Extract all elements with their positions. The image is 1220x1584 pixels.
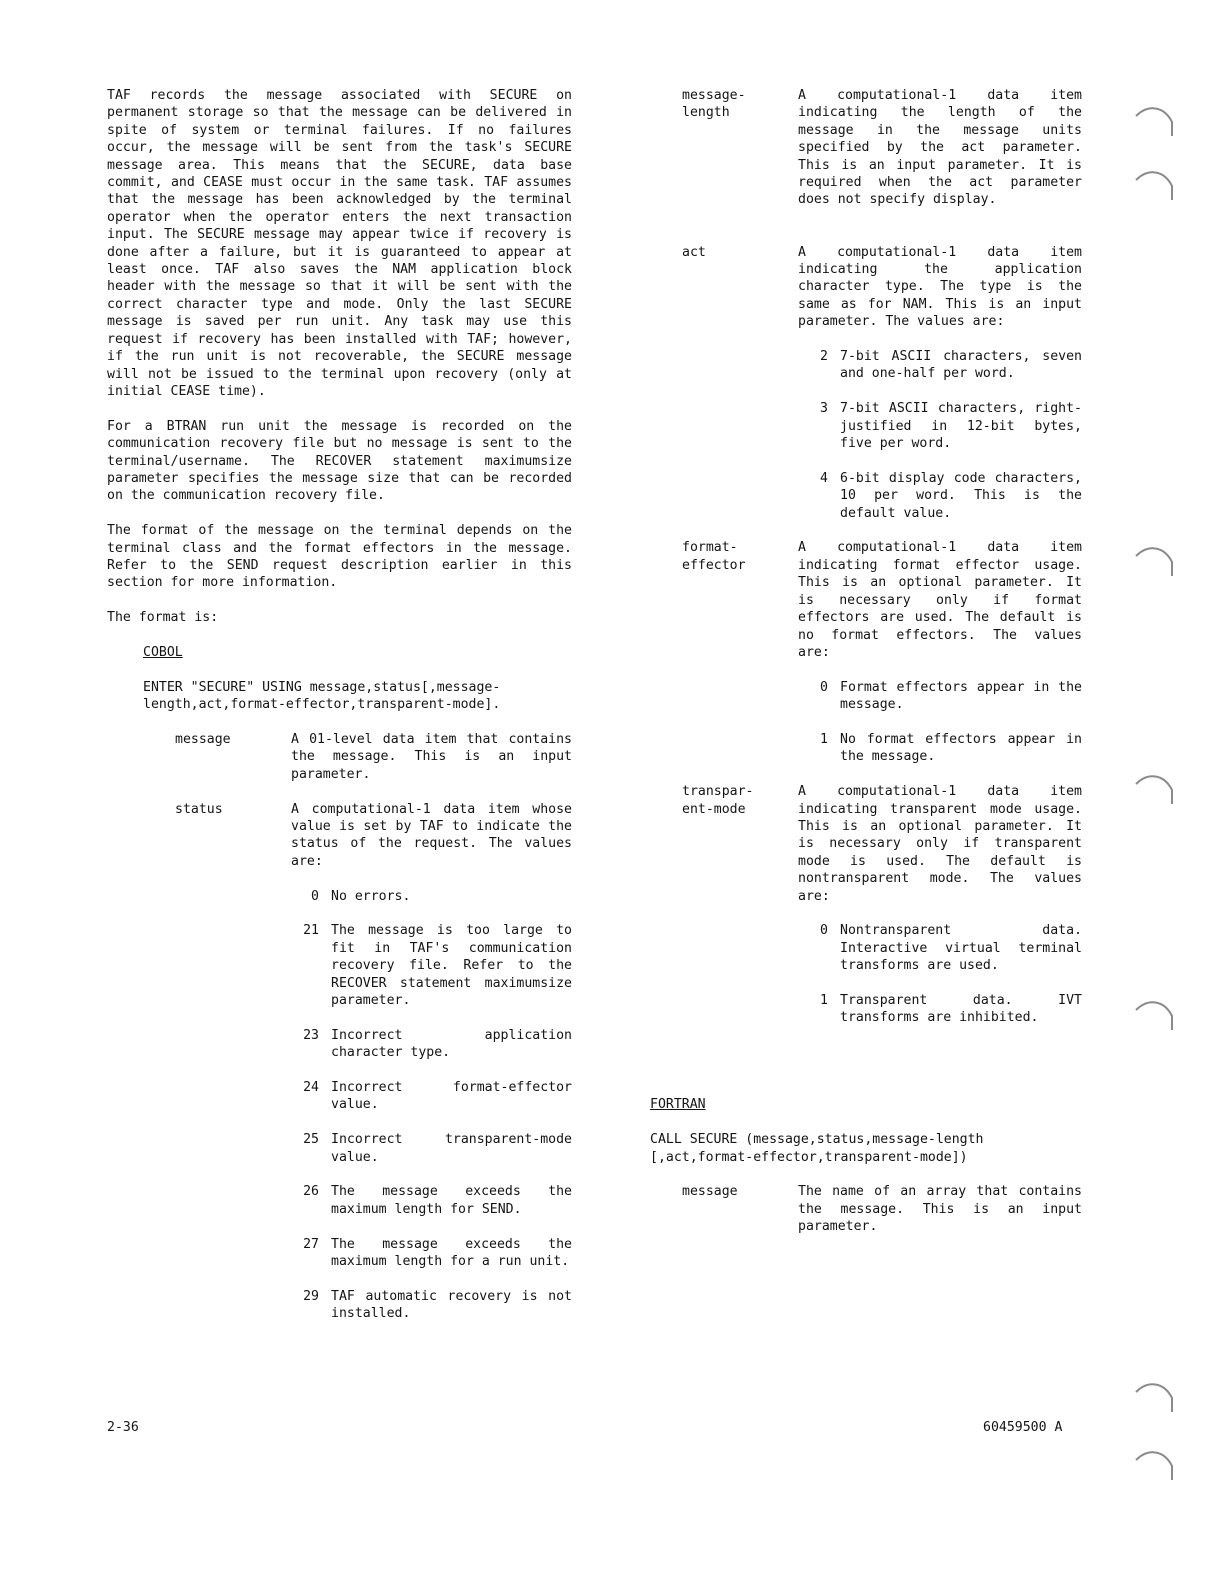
value-item <box>798 470 1082 522</box>
value-item <box>291 1288 572 1323</box>
binder-hole-mark <box>1130 166 1176 206</box>
value-item <box>798 679 1082 714</box>
format-effector-param <box>650 539 1082 661</box>
value-code: 1 <box>820 992 828 1008</box>
value-description: 7-bit ASCII characters, seven and one-half per word. <box>840 349 1082 382</box>
transparent-mode-values-list <box>650 922 1082 1026</box>
format-is-label: The format is: <box>107 610 219 626</box>
param-name: message- length <box>682 88 746 121</box>
page-number: 2-36 <box>107 1420 139 1435</box>
value-code: 25 <box>303 1132 319 1148</box>
value-code: 23 <box>303 1027 319 1043</box>
value-code: 2 <box>820 349 828 365</box>
value-description: The message is too large to fit in TAF's communication recovery file. Refer to the RECOVER statement maximumsize parameter. <box>331 923 572 1008</box>
param-description: A computational-1 data item indicating the length of the message in the message units specified by the act parameter. This is an input parameter. It is required when the act parameter does not specify display. <box>798 88 1082 208</box>
param-name: message <box>682 1184 738 1200</box>
cobol-heading: COBOL <box>143 644 183 660</box>
value-description: Transparent data. IVT transforms are inhibited. <box>840 992 1082 1026</box>
value-code: 1 <box>820 731 828 747</box>
message-length-param <box>650 87 1082 209</box>
left-column <box>107 87 580 1323</box>
btran-paragraph: For a BTRAN run unit the message is recorded on the communication recovery file but no message is sent to the terminal/username. The RECOVER statement maximumsize parameter specifies the message size that can be recorded on the communication recovery file. <box>107 418 580 504</box>
param-name: status <box>175 801 223 817</box>
binder-hole-mark <box>1130 1378 1176 1418</box>
binder-hole-mark <box>1130 542 1176 582</box>
cobol-syntax-line-2: length,act,format-effector,transparent-mode]. <box>143 697 501 713</box>
value-description: TAF automatic recovery is not installed. <box>331 1288 572 1322</box>
value-description: The message exceeds the maximum length for SEND. <box>331 1184 572 1217</box>
value-description: The message exceeds the maximum length for a run unit. <box>331 1236 572 1269</box>
value-item <box>798 992 1082 1027</box>
param-description: A computational-1 data item indicating the application character type. The type is the same as for NAM. This is an input parameter. The values are: <box>798 244 1082 330</box>
value-item <box>291 1131 572 1166</box>
cobol-syntax-line-1: ENTER "SECURE" USING message,status[,message- <box>143 679 501 695</box>
param-description: The name of an array that contains the message. This is an input parameter. <box>798 1184 1082 1235</box>
fortran-syntax-line-2: [,act,format-effector,transparent-mode]) <box>650 1149 968 1165</box>
param-name: act <box>682 244 706 260</box>
param-description: A 01-level data item that contains the message. This is an input parameter. <box>291 731 572 782</box>
value-item <box>291 1236 572 1271</box>
value-description: Nontransparent data. Interactive virtual terminal transforms are used. <box>840 923 1082 974</box>
value-code: 26 <box>303 1184 319 1200</box>
act-values-list <box>650 348 1082 522</box>
value-item <box>798 922 1082 974</box>
value-item <box>798 400 1082 452</box>
binder-hole-mark <box>1130 102 1176 142</box>
value-description: 6-bit display code characters, 10 per word. This is the default value. <box>840 470 1082 521</box>
value-item <box>291 888 572 905</box>
value-item <box>291 1027 572 1062</box>
value-description: No format effectors appear in the message. <box>840 731 1082 765</box>
value-code: 29 <box>303 1288 319 1304</box>
value-code: 3 <box>820 401 828 417</box>
value-code: 0 <box>820 923 828 939</box>
binder-hole-mark <box>1130 770 1176 810</box>
value-item <box>798 731 1082 766</box>
value-code: 0 <box>820 679 828 695</box>
value-code: 4 <box>820 470 828 486</box>
transparent-mode-param <box>650 783 1082 905</box>
fortran-heading: FORTRAN <box>650 1097 706 1113</box>
value-code: 24 <box>303 1079 319 1095</box>
param-name: transpar- ent-mode <box>682 784 754 817</box>
cobol-message-param <box>175 731 572 783</box>
format-effector-values-list <box>650 679 1082 766</box>
binder-hole-mark <box>1130 996 1176 1036</box>
param-name: format- effector <box>682 540 746 573</box>
value-code: 0 <box>311 888 319 904</box>
value-item <box>291 922 572 1009</box>
fortran-syntax-line-1: CALL SECURE (message,status,message-length <box>650 1132 984 1148</box>
param-description: A computational-1 data item whose value is set by TAF to indicate the status of the request. The values are: <box>291 801 572 869</box>
binder-hole-mark <box>1130 1446 1176 1486</box>
value-description: Format effectors appear in the message. <box>840 679 1082 713</box>
cobol-status-param <box>175 801 572 871</box>
param-description: A computational-1 data item indicating transparent mode usage. This is an optional parameter. It is necessary only if transparent mode is used. The default is nontransparent mode. The values are: <box>798 784 1082 904</box>
value-description: No errors. <box>331 888 411 904</box>
value-description: 7-bit ASCII characters, right-justified in 12-bit bytes, five per word. <box>840 401 1082 452</box>
document-number: 60459500 A <box>983 1420 1063 1435</box>
right-column <box>650 87 1082 1236</box>
value-item <box>291 1183 572 1218</box>
act-param <box>650 244 1082 331</box>
value-code: 21 <box>303 923 319 939</box>
value-description: Incorrect application character type. <box>331 1027 572 1061</box>
value-item <box>798 348 1082 383</box>
value-description: Incorrect format-effector value. <box>331 1079 572 1113</box>
param-name: message <box>175 731 231 747</box>
format-paragraph: The format of the message on the terminal depends on the terminal class and the format effectors in the message. Refer to the SEND request description earlier in this section for more information. <box>107 523 580 591</box>
fortran-message-param <box>650 1183 1082 1235</box>
value-code: 27 <box>303 1236 319 1252</box>
value-description: Incorrect transparent-mode value. <box>331 1132 572 1165</box>
param-description: A computational-1 data item indicating format effector usage. This is an optional parameter. It is necessary only if format effectors are used. The default is no format effectors. The values are: <box>798 540 1082 660</box>
status-values-list <box>175 888 572 1323</box>
intro-paragraph: TAF records the message associated with SECURE on permanent storage so that the message can be delivered in spite of system or terminal failures. If no failures occur, the message will be sent from the task's SECURE message area. This means that the SECURE, data base commit, and CEASE must occur in the same task. TAF assumes that the message has been acknowledged by the terminal operator when the operator enters the next transaction input. The SECURE message may appear twice if recovery is done after a failure, but it is guaranteed to appear at least once. TAF also saves the NAM application block header with the message so that it will be sent with the correct character type and mode. Only the last SECURE message is saved per run unit. Any task may use this request if recovery has been installed with TAF; however, if the run unit is not recoverable, the SECURE message will not be issued to the terminal upon recovery (only at initial CEASE time). <box>107 88 580 399</box>
value-item <box>291 1079 572 1114</box>
